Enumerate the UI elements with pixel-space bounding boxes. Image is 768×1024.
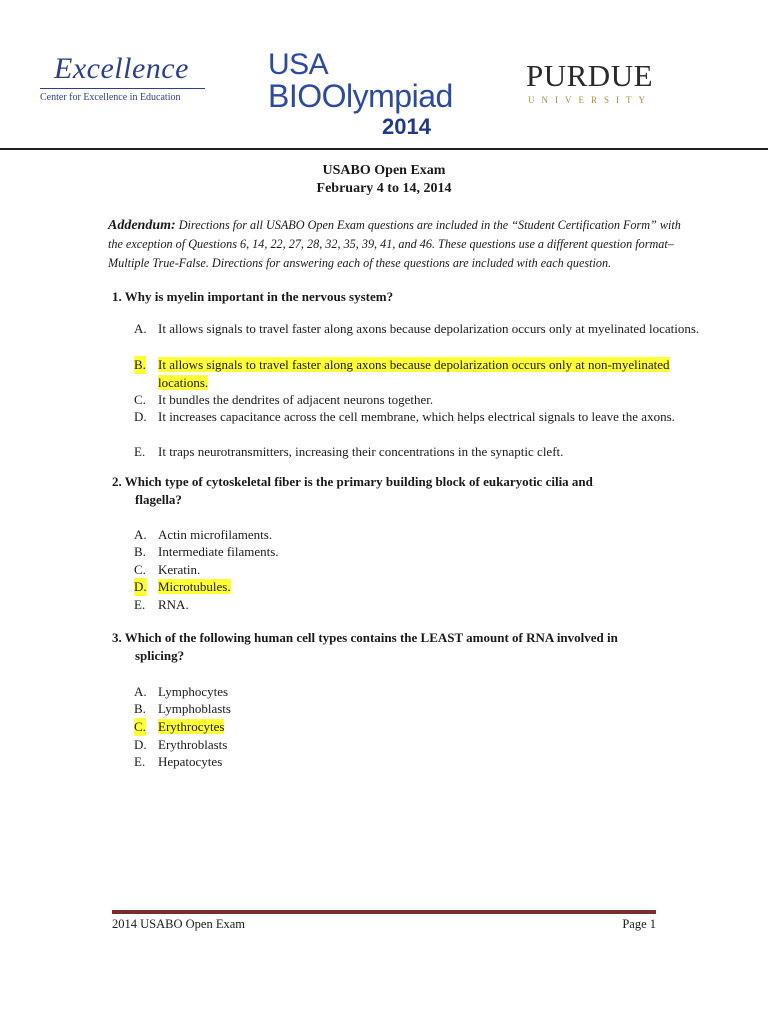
option-letter: B. xyxy=(134,544,146,559)
question-3-option-c xyxy=(134,718,700,736)
question-2-option-c xyxy=(134,561,700,579)
olympiad-logo-usa: USA xyxy=(268,48,329,81)
question-2-stem xyxy=(112,473,702,509)
addendum-label: Addendum xyxy=(108,218,172,233)
footer-exam-name: 2014 USABO Open Exam xyxy=(112,917,245,931)
option-letter: D. xyxy=(134,737,147,752)
question-1-option-c xyxy=(134,391,700,409)
excellence-logo-script: Excellence xyxy=(54,52,189,85)
option-text: RNA. xyxy=(158,597,189,612)
question-3-option-e xyxy=(134,753,700,771)
question-2-option-d xyxy=(134,578,700,596)
excellence-logo-rule xyxy=(40,88,205,89)
option-text: Intermediate filaments. xyxy=(158,544,279,559)
question-3-stem xyxy=(112,629,702,665)
question-2-option-a xyxy=(134,526,700,544)
question-1-option-d xyxy=(134,408,700,426)
question-1-option-e xyxy=(134,443,700,461)
question-2-stem-line2: flagella? xyxy=(135,492,182,507)
exam-title: USABO Open Exam xyxy=(322,163,446,178)
question-3-option-a xyxy=(134,683,700,701)
option-text: Actin microfilaments. xyxy=(158,527,273,542)
option-letter: C. xyxy=(134,392,146,407)
option-letter: A. xyxy=(134,527,147,542)
option-letter: E. xyxy=(134,597,146,612)
option-letter: C. xyxy=(134,562,146,577)
question-1-option-a xyxy=(134,320,700,338)
option-letter: A. xyxy=(134,684,147,699)
header-divider xyxy=(0,148,768,150)
question-3-stem-line1: 3. Which of the following human cell types contains the LEAST amount of RNA involved in xyxy=(112,630,618,645)
purdue-logo-name: PURDUE xyxy=(526,58,654,93)
addendum-text: Directions for all USABO Open Exam questions are included in the “Student Certification Form” with the exception of Questions 6, 14, 22, 27, 28, 32, 35, 39, 41, and 46. These questions use a different question format–Multiple True-False. Directions for answering each of these questions are included with each question. xyxy=(108,218,681,270)
option-text: It bundles the dendrites of adjacent neurons together. xyxy=(158,392,434,407)
addendum-paragraph: Addendum: Directions for all USABO Open Exam questions are included in the “Student Certification Form” with the exception of Questions 6, 14, 22, 27, 28, 32, 35, 39, 41, and 46. These questions use a different question format–Multiple True-False. Directions for answering each of these questions are included with each question. xyxy=(108,218,681,270)
option-letter: A. xyxy=(134,321,147,336)
option-text: It allows signals to travel faster along axons because depolarization occurs only at myelinated locations. xyxy=(158,321,700,336)
olympiad-logo-bio: BIOOlympiad xyxy=(268,78,453,114)
option-text: Lymphoblasts xyxy=(158,701,231,716)
option-text: Hepatocytes xyxy=(158,754,223,769)
option-letter: D. xyxy=(134,409,147,424)
option-letter: E. xyxy=(134,754,146,769)
question-2-option-b xyxy=(134,543,700,561)
excellence-logo xyxy=(40,52,205,107)
option-text-highlighted: Erythrocytes xyxy=(158,719,225,734)
purdue-logo xyxy=(526,58,658,108)
option-text: Lymphocytes xyxy=(158,684,229,699)
purdue-logo-subtitle: UNIVERSITY xyxy=(528,95,652,105)
option-text-highlighted: It allows signals to travel faster along axons because depolarization occurs only at non-myelinated locations. xyxy=(158,357,670,390)
question-2-stem-line1: 2. Which type of cytoskeletal fiber is the primary building block of eukaryotic cilia and xyxy=(112,474,593,489)
option-letter: B. xyxy=(134,357,146,372)
question-3-option-d xyxy=(134,736,700,754)
excellence-logo-subtitle: Center for Excellence in Education xyxy=(40,92,181,103)
option-text-highlighted: Microtubules. xyxy=(158,579,231,594)
question-1-option-b xyxy=(134,356,700,391)
question-2-option-e xyxy=(134,596,700,614)
option-letter: D. xyxy=(134,579,147,594)
option-text: It traps neurotransmitters, increasing their concentrations in the synaptic cleft. xyxy=(158,444,564,459)
usa-biolympiad-logo xyxy=(268,48,453,142)
option-letter: E. xyxy=(134,444,146,459)
olympiad-logo-year: 2014 xyxy=(382,114,431,139)
option-text: Erythroblasts xyxy=(158,737,228,752)
footer-divider xyxy=(112,910,656,914)
question-3-option-b xyxy=(134,700,700,718)
option-letter: C. xyxy=(134,719,146,734)
option-letter: B. xyxy=(134,701,146,716)
exam-dates: February 4 to 14, 2014 xyxy=(316,181,452,196)
question-1-stem: 1. Why is myelin important in the nervous system? xyxy=(112,289,394,304)
option-text: Keratin. xyxy=(158,562,201,577)
question-3-stem-line2: splicing? xyxy=(135,648,185,663)
footer-page-number: Page 1 xyxy=(622,917,656,931)
option-text: It increases capacitance across the cell membrane, which helps electrical signals to leave the axons. xyxy=(158,409,675,424)
